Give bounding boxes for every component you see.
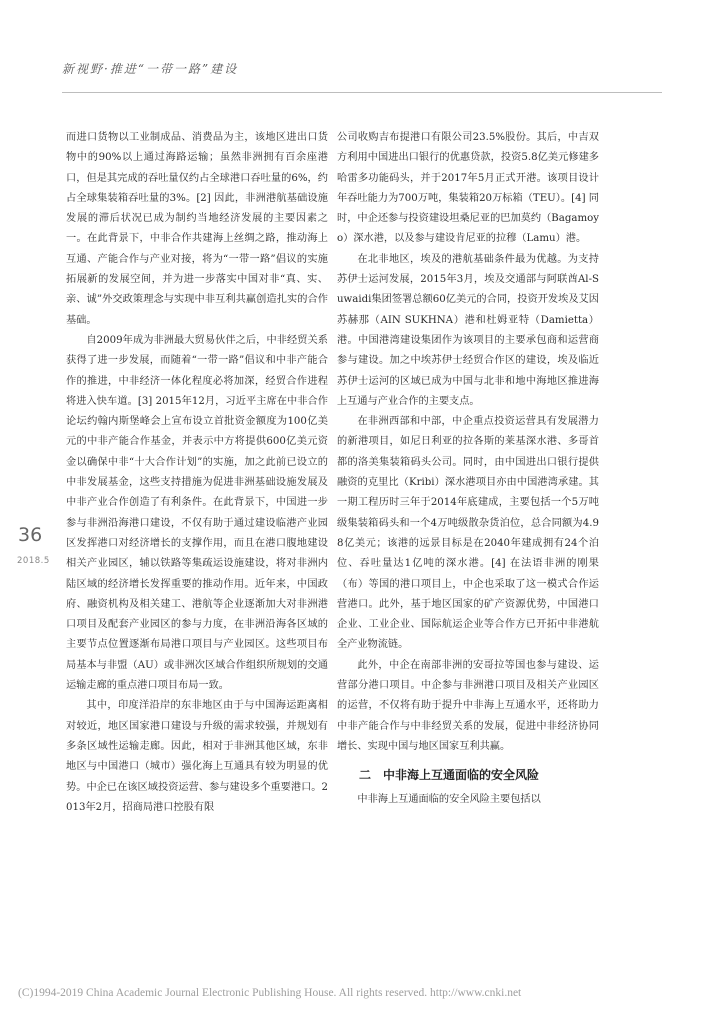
right-column [337,128,599,811]
paragraph: 其中，印度洋沿岸的东非地区由于与中国海运距离相对较近，地区国家港口建设与升级的需求较强，并规划有多条区域性运输走廊。因此，相对于非洲其他区域，东非地区与中国港口（城市）强化海上互通具有较为明显的优势。中企已在该区域投资运营、参与建设多个重要港口。2013年2月，招商局港口控股有限 [66,700,328,813]
paragraph: 公司收购吉布提港口有限公司23.5%股份。其后，中吉双方利用中国进出口银行的优惠贷款，投资5.8亿美元修建多哈雷多功能码头，并于2017年5月正式开港。该项目设计年吞吐能力为700万吨，集装箱20万标箱（TEU）。[4] 同时，中企还参与投资建设坦桑尼亚的巴加莫约（Bagamoyo）深水港，以及参与建设肯尼亚的拉穆（Lamu）港。 [337,132,599,245]
paragraph: 在非洲西部和中部，中企重点投资运营具有发展潜力的新港项目，如尼日利亚的拉各斯的莱基深水港、多哥首都的洛美集装箱码头公司。同时，由中国进出口银行提供融资的克里比（Kribi）深水港项目亦由中国港湾承建。其一期工程历时三年于2014年底建成，主要包括一个5万吨级集装箱码头和一个4万吨级散杂货泊位，总合同额为4.98亿美元；该港的远景目标是在2040年建成拥有24个泊位、吞吐量达1亿吨的深水港。[4] 在法语非洲的刚果（布）等国的港口项目上，中企也采取了这一模式合作运营港口。此外，基于地区国家的矿产资源优势，中国港口企业、工业企业、国际航运企业等合作方已开拓中非港航全产业物流链。 [337,416,599,651]
page-number: 36 [18,524,43,546]
header-divider [62,92,662,93]
paragraph: 自2009年成为非洲最大贸易伙伴之后，中非经贸关系获得了进一步发展，而随着“一带一路”倡议和中非产能合作的推进，中非经济一体化程度必将加深，经贸合作进程将进入快车道。[3] 2015年12月，习近平主席在中非合作论坛约翰内斯堡峰会上宣布设立首批资金额度为100亿美元的中非产能合作基金，并表示中方将提供600亿美元资金以确保中非“十大合作计划”的实施，加之此前已设立的中非发展基金，这些支持措施为促进非洲基础设施发展及中非产业合作创造了有利条件。在此背景下，中国进一步参与非洲沿海港口建设，不仅有助于通过建设临港产业园区发挥港口对经济增长的支撑作用，而且在港口腹地建设相关产业园区，辅以铁路等集疏运设施建设，将对非洲内陆区域的经济增长发挥重要的推动作用。近年来，中国政府、融资机构及相关建工、港航等企业逐渐加大对非洲港口项目及配套产业园区的参与力度，在非洲沿海各区域的主要节点位置逐渐布局港口项目与产业园区。这些项目布局基本与非盟（AU）或非洲次区域合作组织所规划的交通运输走廊的重点港口项目布局一致。 [66,334,328,692]
section-heading: 二 中非海上互通面临的安全风险 [359,768,540,783]
paragraph: 在北非地区，埃及的港航基础条件最为优越。为支持苏伊士运河发展，2015年3月，埃及交通部与阿联酋Al-Suwaidi集团签署总额60亿美元的合同，投资开发埃及艾因苏赫那（AIN SUKHNA）港和杜姆亚特（Damietta）港。中国港湾建设集团作为该项目的主要承包商和运营商参与建设。加之中埃苏伊士经贸合作区的建设，埃及临近苏伊士运河的区域已成为中国与北非和地中海地区推进海上互通与产业合作的主要支点。 [337,253,599,407]
paragraph: 而进口货物以工业制成品、消费品为主，该地区进出口货物中的90%以上通过海路运输；虽然非洲拥有百余座港口，但是其完成的吞吐量仅约占全球港口吞吐量的6%，约占全球集装箱吞吐量的3%。[2] 因此，非洲港航基础设施发展的滞后状况已成为制约当地经济发展的主要因素之一。在此背景下，中非合作共建海上丝绸之路，推动海上互通、产能合作与产业对接，将为“一带一路”倡议的实施拓展新的发展空间，并为进一步落实中国对非“真、实、亲、诚”外交政策理念与实现中非互利共赢创造扎实的合作基础。 [66,132,328,326]
running-header: 新视野·推进“一带一路”建设 [62,62,239,76]
left-column [66,128,328,818]
issue-date: 2018.5 [17,556,50,566]
paragraph: 此外，中企在南部非洲的安哥拉等国也参与建设、运营部分港口项目。中企参与非洲港口项目及相关产业园区的运营，不仅将有助于提升中非海上互通水平，还将助力中非产能合作与中非经贸关系的发展，促进中非经济协同增长、实现中国与地区国家互利共赢。 [337,659,599,752]
copyright-footer: (C)1994-2019 China Academic Journal Electronic Publishing House. All rights reserved. http://www.cnki.net [18,987,522,999]
paragraph: 中非海上互通面临的安全风险主要包括以 [357,794,541,806]
